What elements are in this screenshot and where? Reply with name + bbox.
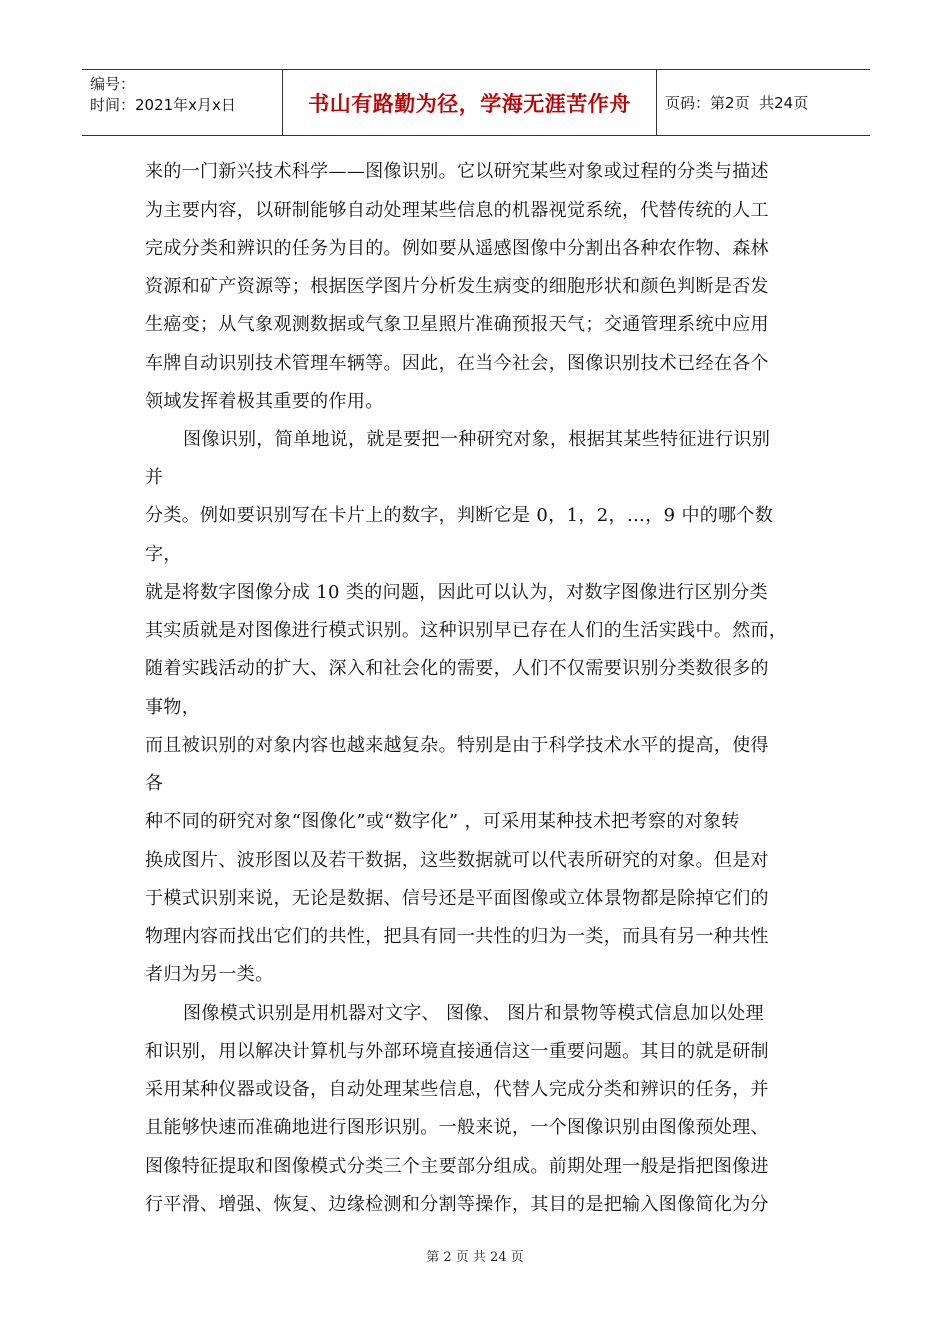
body-line: 者归为另一类。 (145, 964, 274, 985)
body-line: 图像模式识别是用机器对文字、 图像、 图片和景物等模式信息加以处理 (183, 1003, 764, 1024)
page-code-mid: 页 共 (734, 94, 775, 112)
body-line: 来的一门新兴技术科学——图像识别。它以研究某些对象或过程的分类与描述 (145, 161, 769, 182)
body-line: 于模式识别来说，无论是数据、信号还是平面图像或立体景物都是除掉它们的 (145, 888, 769, 909)
document-time-label: 时间：2021年x月x日 (90, 96, 236, 114)
body-line: 各 (145, 773, 164, 794)
body-line: 事物， (145, 697, 201, 718)
body-line: 并 (145, 467, 164, 488)
body-line: 和识别，用以解决计算机与外部环境直接通信这一重要问题。其目的就是研制 (145, 1041, 769, 1062)
body-line: 领域发挥着极其重要的作用。 (145, 391, 384, 412)
page-header (82, 69, 870, 136)
body-line: 完成分类和辨识的任务为目的。例如要从遥感图像中分割出各种农作物、森林 (145, 238, 769, 259)
body-line: 行平滑、增强、恢复、边缘检测和分割等操作，其目的是把输入图像简化为分 (145, 1194, 769, 1215)
page-code-current: 2 (725, 93, 735, 112)
body-line: 采用某种仪器或设备，自动处理某些信息，代替人完成分类和辨识的任务，并 (145, 1079, 769, 1100)
body-line: 且能够快速而准确地进行图形识别。一般来说，一个图像识别由图像预处理、 (145, 1117, 769, 1138)
header-info-cell (82, 70, 283, 135)
page-code-total: 24 (774, 93, 794, 112)
body-line: 种不同的研究对象“图像化”或“数字化” ，可采用某种技术把考察的对象转 (145, 811, 740, 832)
body-line: 车牌自动识别技术管理车辆等。因此，在当今社会，图像识别技术已经在各个 (145, 353, 769, 374)
body-line: 就是将数字图像分成 10 类的问题，因此可以认为，对数字图像进行区别分类 (145, 582, 768, 603)
page-footer: 第 2 页 共 24 页 (426, 1250, 524, 1265)
body-line: 字， (145, 544, 182, 565)
body-line: 生癌变；从气象观测数据或气象卫星照片准确预报天气；交通管理系统中应用 (145, 314, 769, 335)
body-line: 其实质就是对图像进行模式识别。这种识别早已存在人们的生活实践中。然而， (145, 620, 788, 641)
page-code-prefix: 页码：第 (665, 94, 726, 112)
document-number-label: 编号： (90, 75, 136, 93)
body-line: 图像特征提取和图像模式分类三个主要部分组成。前期处理一般是指把图像进 (145, 1156, 769, 1177)
body-line: 换成图片、波形图以及若干数据，这些数据就可以代表所研究的对象。但是对 (145, 850, 769, 871)
body-line: 物理内容而找出它们的共性，把具有同一共性的归为一类，而具有另一种共性 (145, 926, 769, 947)
body-line: 为主要内容，以研制能够自动处理某些信息的机器视觉系统，代替传统的人工 (145, 200, 769, 221)
body-line: 图像识别，简单地说，就是要把一种研究对象，根据其某些特征进行识别 (183, 429, 771, 450)
header-motto: 书山有路勤为径，学海无涯苦作舟 (308, 91, 631, 116)
header-motto-cell (283, 70, 657, 135)
header-page-code-cell (657, 70, 870, 135)
body-line: 分类。例如要识别写在卡片上的数字，判断它是 0，1，2，…，9 中的哪个数 (145, 505, 774, 526)
body-line: 资源和矿产资源等；根据医学图片分析发生病变的细胞形状和颜色判断是否发 (145, 276, 769, 297)
body-line: 而且被识别的对象内容也越来越复杂。特别是由于科学技术水平的提高，使得 (145, 735, 769, 756)
page-code-suffix: 页 (793, 94, 809, 112)
body-line: 随着实践活动的扩大、深入和社会化的需要，人们不仅需要识别分类数很多的 (145, 658, 769, 679)
